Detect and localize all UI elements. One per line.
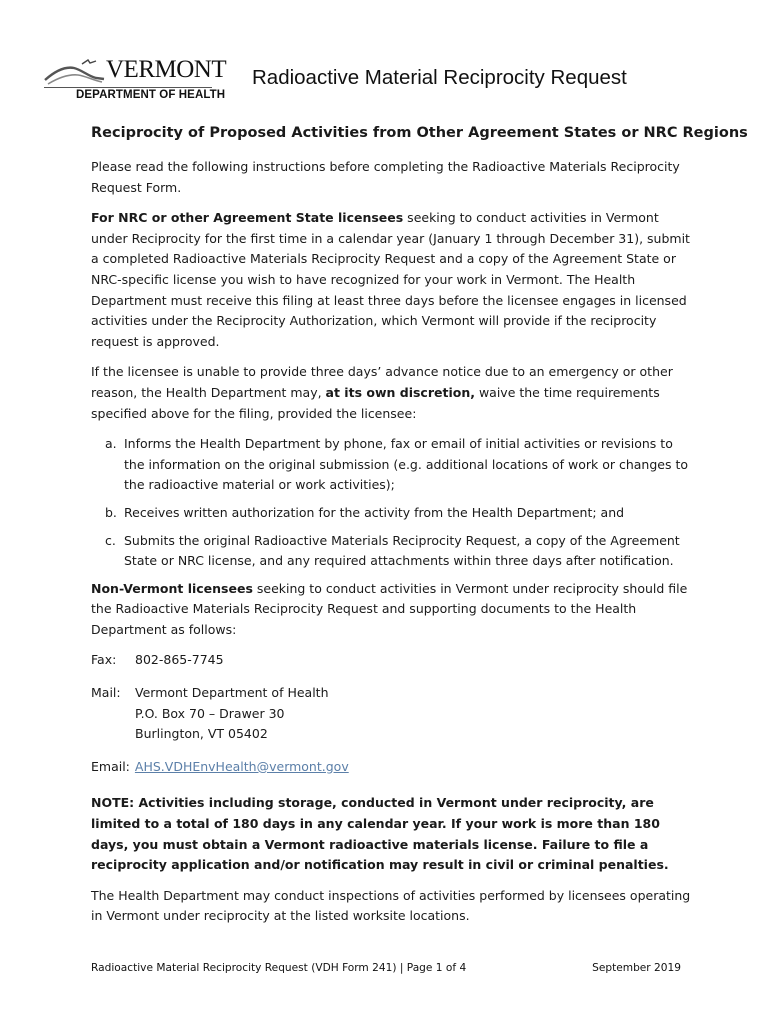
mail-label: Mail: [91, 685, 121, 701]
mail-address-line: Burlington, VT 05402 [135, 726, 268, 742]
emergency-text-end: waive the time requirements specified above for the filing, provided the licensee: [91, 384, 660, 421]
mail-address-line: Vermont Department of Health [135, 685, 329, 701]
mail-address [135, 683, 691, 745]
list-item-text: Informs the Health Department by phone, fax or email of initial activities or revisions to the information on the original submission (e.g. additional locations of work or changes to the radioactive material or work activities); [124, 436, 688, 493]
inspection-paragraph: The Health Department may conduct inspections of activities performed by licensees operating in Vermont under reciprocity at the listed worksite locations. [91, 887, 691, 924]
mail-row [91, 683, 691, 745]
logo-rule [44, 87, 212, 88]
non-vermont-paragraph [91, 579, 691, 641]
non-vermont-text: seeking to conduct activities in Vermont under reciprocity should file the Radioactive Materials Reciprocity Request and supporting documents to the Health Department as follows: [91, 580, 688, 637]
fax-number: 802-865-7745 [135, 652, 224, 668]
fax-row [91, 650, 691, 671]
vermont-health-logo [44, 54, 227, 104]
section-heading: Reciprocity of Proposed Activities from Other Agreement States or NRC Regions [91, 125, 748, 141]
list-marker: a. [105, 436, 117, 452]
email-row [91, 757, 691, 778]
document-body [91, 120, 748, 937]
list-marker: b. [105, 504, 117, 520]
list-item [91, 531, 691, 572]
list-item-text: Submits the original Radioactive Materials Reciprocity Request, a copy of the Agreement State or NRC license, and any required attachments within three days after notification. [124, 532, 680, 569]
fax-label: Fax: [91, 652, 117, 668]
list-item [91, 434, 691, 496]
conditions-list [91, 434, 691, 572]
nrc-licensee-text: seeking to conduct activities in Vermont under Reciprocity for the first time in a calendar year (January 1 through December 31), submit a completed Radioactive Materials Reciprocity Request and a copy of the Agreement State or NRC-specific license you wish to have recognized for your work in Vermont. The Health Department must receive this filing at least three days before the licensee engages in licensed activities under the Reciprocity Authorization, which Vermont will provide if the reciprocity request is approved. [91, 210, 690, 349]
list-item [91, 503, 691, 524]
document-title: Radioactive Material Reciprocity Request [252, 66, 627, 89]
email-label: Email: [91, 758, 130, 774]
emergency-text-start: If the licensee is unable to provide three days’ advance notice due to an emergency or other reason, the Health Department may, [91, 364, 673, 400]
footer-date: September 2019 [592, 962, 681, 974]
emergency-text-bold: at its own discretion, [325, 384, 475, 400]
mail-address-line: P.O. Box 70 – Drawer 30 [135, 705, 285, 721]
emergency-paragraph [91, 362, 691, 424]
list-marker: c. [105, 532, 116, 548]
note-text: NOTE: Activities including storage, conducted in Vermont under reciprocity, are limited to a total of 180 days in any calendar year. If your work is more than 180 days, you must obtain a Vermont radioactive materials license. Failure to file a reciprocity application and/or notification may result in civil or criminal penalties. [91, 795, 669, 873]
email-link[interactable]: AHS.VDHEnvHealth@vermont.gov [134, 758, 349, 774]
list-item-text: Receives written authorization for the activity from the Health Department; and [124, 504, 625, 520]
nrc-licensee-lead: For NRC or other Agreement State licensees [91, 210, 404, 226]
logo-department: DEPARTMENT OF HEALTH [76, 89, 226, 101]
note-paragraph [91, 793, 691, 875]
non-vermont-lead: Non-Vermont licensees [91, 580, 253, 596]
footer-form-info: Radioactive Material Reciprocity Request (VDH Form 241) | Page 1 of 4 [91, 962, 467, 974]
intro-paragraph: Please read the following instructions before completing the Radioactive Materials Reciprocity Request Form. [91, 159, 680, 195]
logo-name: VERMONT [106, 56, 227, 83]
nrc-licensee-paragraph [91, 208, 691, 352]
page-footer [91, 962, 681, 974]
mountain-bird-icon [44, 58, 108, 86]
